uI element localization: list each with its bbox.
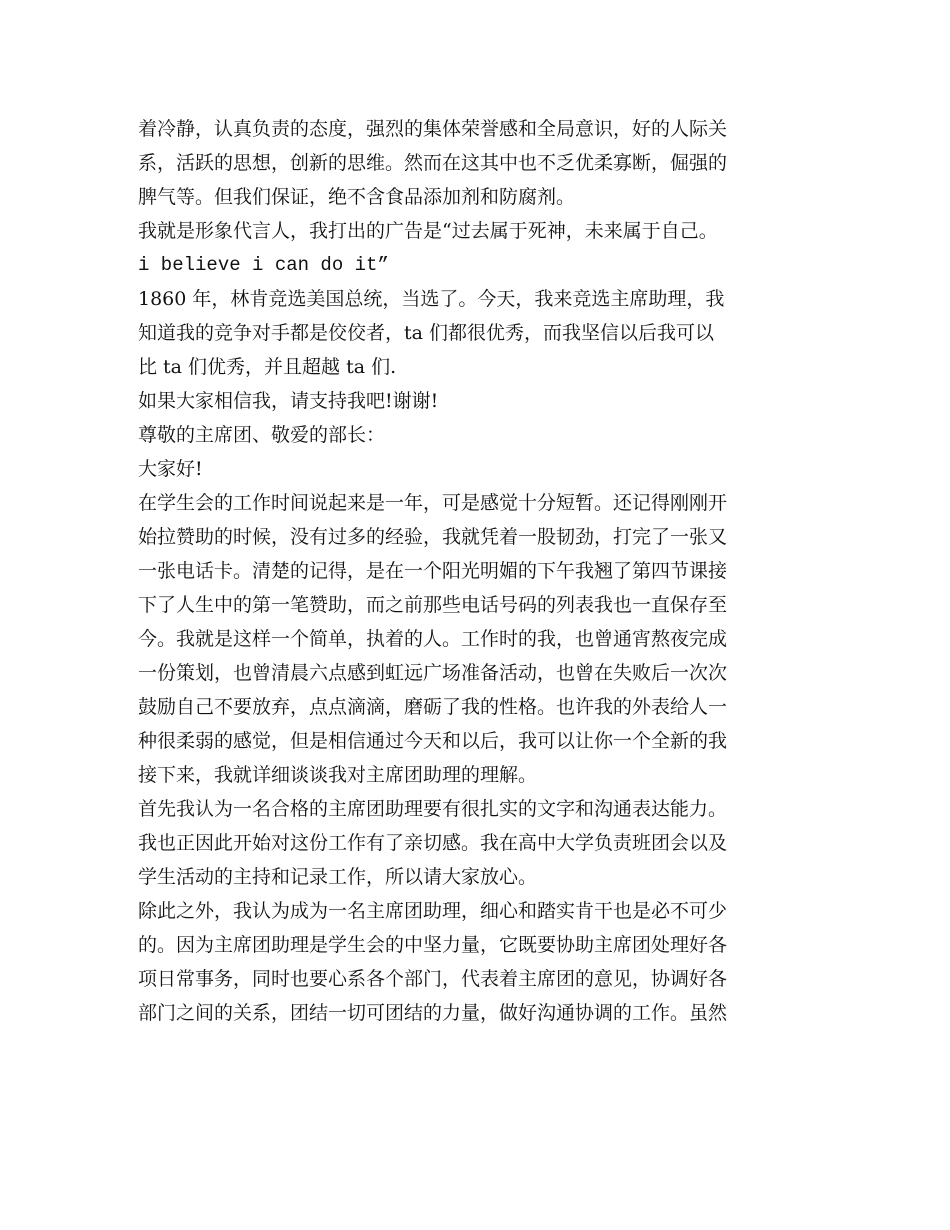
text-line-6: 1860 年，林肯竞选美国总统，当选了。今天，我来竞选主席助理，我 bbox=[138, 288, 725, 310]
text-line-22: 我也正因此开始对这份工作有了亲切感。我在高中大学负责班团会以及 bbox=[138, 832, 728, 854]
text-line-11: 大家好! bbox=[138, 458, 203, 480]
text-line-1: 着冷静，认真负责的态度，强烈的集体荣誉感和全局意识，好的人际关 bbox=[138, 118, 728, 140]
text-line-24: 除此之外，我认为成为一名主席团助理，细心和踏实肯干也是必不可少 bbox=[138, 900, 728, 922]
text-line-23: 学生活动的主持和记录工作，所以请大家放心。 bbox=[138, 866, 538, 888]
text-line-14: 一张电话卡。清楚的记得，是在一个阳光明媚的下午我翘了第四节课接 bbox=[138, 560, 728, 582]
text-line-18: 鼓励自己不要放弃，点点滴滴，磨砺了我的性格。也许我的外表给人一 bbox=[138, 696, 728, 718]
text-line-3: 脾气等。但我们保证，绝不含食品添加剂和防腐剂。 bbox=[138, 186, 576, 208]
text-line-15: 下了人生中的第一笔赞助，而之前那些电话号码的列表我也一直保存至 bbox=[138, 594, 728, 616]
text-line-9: 如果大家相信我，请支持我吧!谢谢! bbox=[138, 390, 439, 412]
document-body bbox=[138, 112, 828, 1030]
text-line-26: 项日常事务，同时也要心系各个部门，代表着主席团的意见，协调好各 bbox=[138, 968, 728, 990]
text-line-4: 我就是形象代言人，我打出的广告是“过去属于死神，未来属于自己。 bbox=[138, 220, 718, 242]
text-line-25: 的。因为主席团助理是学生会的中坚力量，它既要协助主席团处理好各 bbox=[138, 934, 728, 956]
text-line-17: 一份策划，也曾清晨六点感到虹远广场准备活动，也曾在失败后一次次 bbox=[138, 662, 728, 684]
text-line-10: 尊敬的主席团、敬爱的部长： bbox=[138, 424, 386, 446]
text-line-2: 系，活跃的思想，创新的思维。然而在这其中也不乏优柔寡断，倔强的 bbox=[138, 152, 728, 174]
text-line-12: 在学生会的工作时间说起来是一年，可是感觉十分短暂。还记得刚刚开 bbox=[138, 492, 728, 514]
text-line-19: 种很柔弱的感觉，但是相信通过今天和以后，我可以让你一个全新的我 bbox=[138, 730, 728, 752]
text-line-7: 知道我的竞争对手都是佼佼者，ta 们都很优秀，而我坚信以后我可以 bbox=[138, 322, 715, 344]
text-line-27: 部门之间的关系，团结一切可团结的力量，做好沟通协调的工作。虽然 bbox=[138, 1002, 728, 1024]
text-line-8: 比 ta 们优秀，并且超越 ta 们. bbox=[138, 356, 397, 378]
text-line-13: 始拉赞助的时候，没有过多的经验，我就凭着一股韧劲，打完了一张又 bbox=[138, 526, 728, 548]
text-line-5: i believe i can do it” bbox=[138, 254, 389, 276]
text-line-21: 首先我认为一名合格的主席团助理要有很扎实的文字和沟通表达能力。 bbox=[138, 798, 728, 820]
text-line-20: 接下来，我就详细谈谈我对主席团助理的理解。 bbox=[138, 764, 538, 786]
text-line-16: 今。我就是这样一个简单，执着的人。工作时的我，也曾通宵熬夜完成 bbox=[138, 628, 728, 650]
